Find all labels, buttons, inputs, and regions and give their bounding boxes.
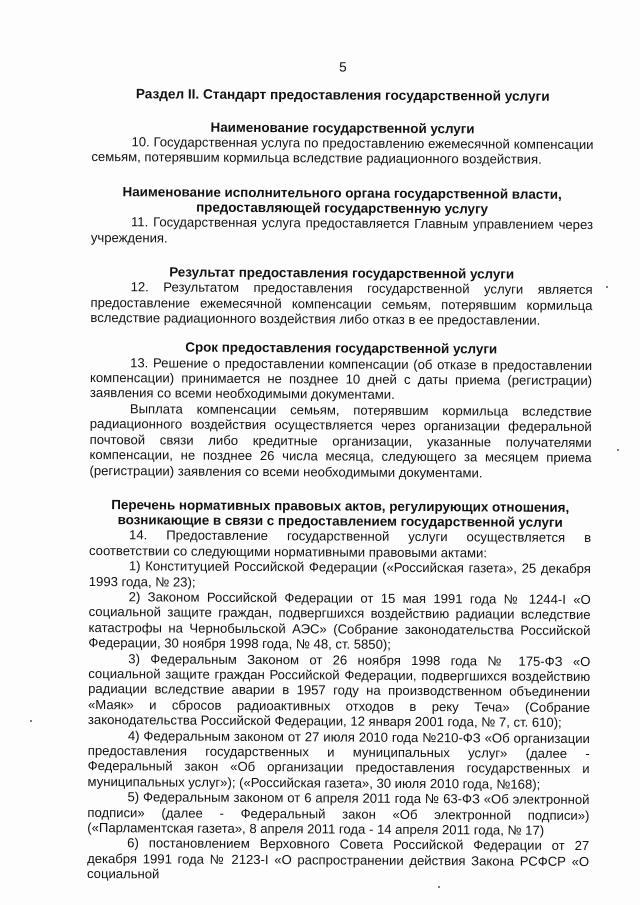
heading-legal-acts (89, 497, 591, 530)
scan-speckle (606, 286, 608, 288)
heading-executive-body (91, 184, 593, 217)
legal-act-3: 3) Федеральным Законом от 26 ноября 1998 года № 175-ФЗ «О социальной защите граждан Российской Федерации, подвергшихся воздействию радиации вследствие аварии в 1957 году на производственном объединении «Маяк» и сбросов радиоактивных отходов в реку Теча» (Собрание законодательства Российской Федерации, 12 января 2001 года, № 7, ст. 610); (87, 650, 591, 731)
scan-speckle (438, 886, 440, 888)
paragraph-14: 14. Предоставление государственной услуги осуществляется в соответствии со следующими нормативными правовыми актами: (88, 527, 592, 561)
heading-executive-body-line-1: Наименование исполнительного органа государственной власти, (122, 184, 562, 202)
page-content (87, 58, 594, 885)
scan-speckle (617, 449, 619, 451)
scan-speckle (30, 720, 32, 722)
paragraph-13-payment: Выплата компенсации семьям, потерявшим кормильца вследствие радиационного воздействия осуществляется через организации федеральной почтовой связи либо кредитные организации, указанные получателями компенсации, не позднее 26 числа месяца, следующего за месяцем приема (регистрации) заявления со всеми необходимыми документами. (89, 401, 592, 480)
legal-act-2: 2) Законом Российской Федерации от 15 мая 1991 года № 1244-I «О социальной защите граждан, подвергшихся воздействию радиации вследствие катастрофы на Чернобыльской АЭС» (Собрание законодательства Российской Федерации, 30 ноября 1998 года, № 48, ст. 5850); (88, 589, 591, 653)
legal-act-6: 6) постановлением Верховного Совета Российской Федерации от 27 декабря 1991 года № 2123-I «О распространении действия Закона РСФСР «О социальной (86, 835, 590, 882)
page-number: 5 (339, 59, 347, 75)
legal-act-5: 5) Федеральным законом от 6 апреля 2011 года № 63-ФЗ «Об электронной подписи» (далее - Федеральный закон «Об электронной подписи») («Парламентская газета», 8 апреля 2011 года - 14 апреля 2011 года, № 17) (87, 789, 590, 838)
paragraph-12: 12. Результатом предоставления государственной услуги является предоставление ежемесячной компенсации семьям, потерявшим кормильца вследствие радиационного воздействия либо отказ в ее предоставлении. (90, 279, 593, 328)
legal-act-1: 1) Конституцией Российской Федерации («Российская газета», 25 декабря 1993 года, № 23); (88, 558, 591, 590)
heading-executive-body-line-2: предоставляющей государственную услугу (196, 199, 489, 217)
heading-service-name: Наименование государственной услуги (210, 119, 475, 137)
paragraph-11: 11. Государственная услуга предоставляется Главным управлением через учреждения. (90, 214, 594, 246)
paragraph-13: 13. Решение о предоставлении компенсации (об отказе в предоставлении компенсации) принимается не позднее 10 дней с даты приема (регистрации) заявления со всеми необходимыми документами. (89, 354, 593, 403)
heading-legal-acts-line-1: Перечень нормативных правовых актов, регулирующих отношения, (111, 497, 570, 515)
heading-service-term: Срок предоставления государственной услуги (185, 340, 498, 357)
heading-legal-acts-line-2: возникающие в связи с предоставлением государственной услуги (117, 512, 563, 531)
heading-service-result: Результат предоставления государственной услуги (169, 264, 515, 282)
legal-act-4: 4) Федеральным законом от 27 июля 2010 года №210-ФЗ «Об организации предоставления государственных и муниципальных услуг» (далее - Федеральный закон «Об организации предоставления государственных и муниципальных услуг»); («Российская газета», 30 июля 2010 года, №168); (87, 727, 590, 792)
section-title: Раздел II. Стандарт предоставления государственной услуги (135, 86, 550, 105)
paragraph-10: 10. Государственная услуга по предоставлению ежемесячной компенсации семьям, потерявшим кормильца вследствие радиационного воздействия. (91, 134, 594, 168)
